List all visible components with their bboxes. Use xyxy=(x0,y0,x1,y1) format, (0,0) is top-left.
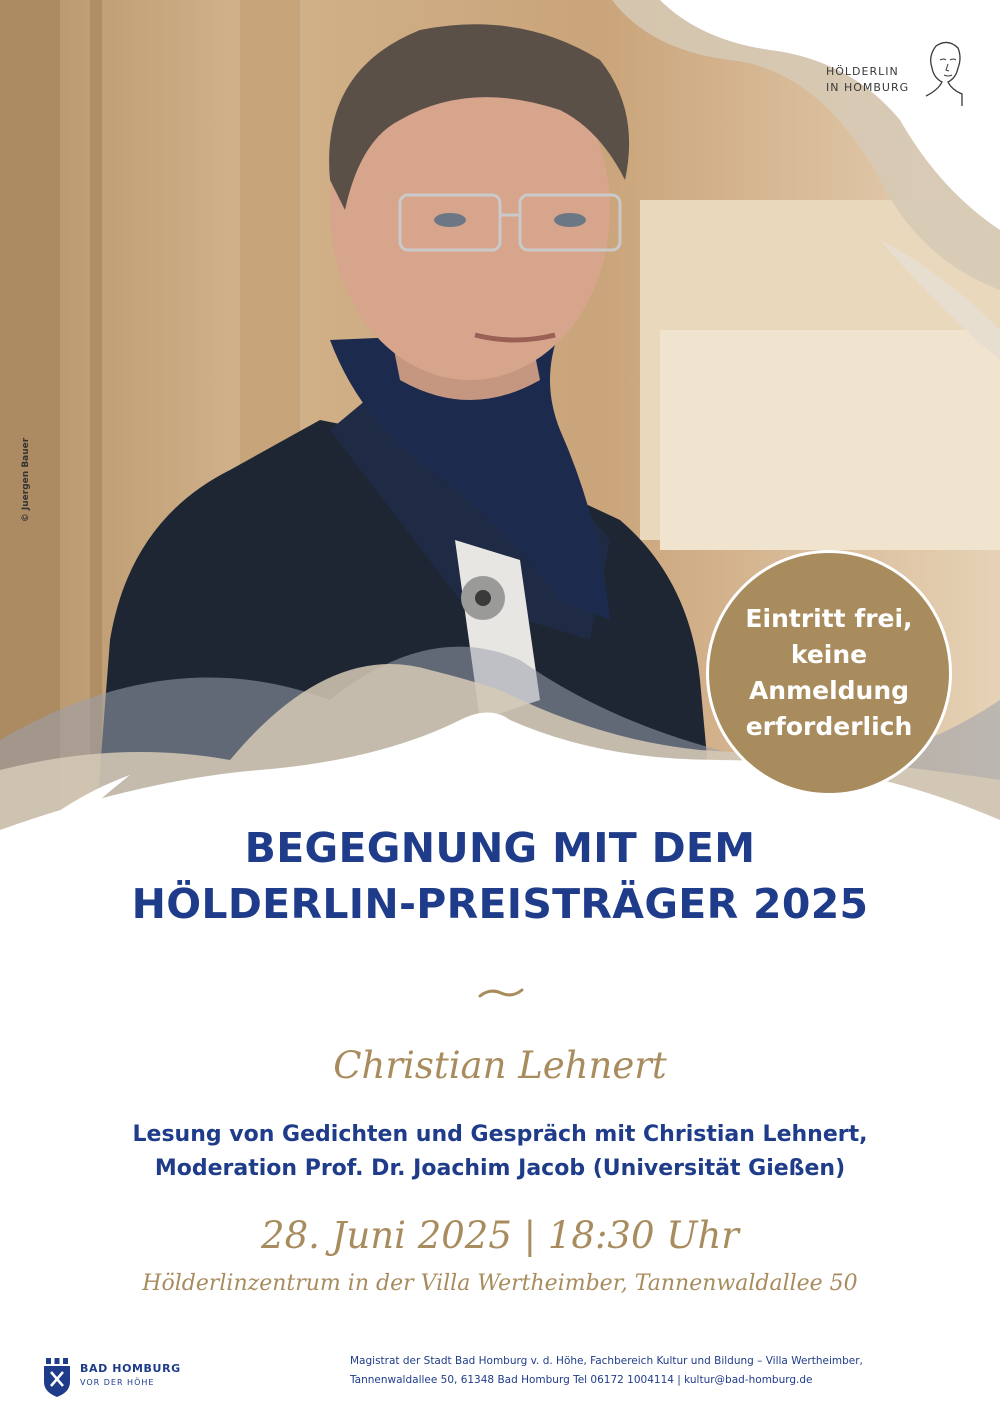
headline-line-1: BEGEGNUNG MIT DEM xyxy=(244,824,756,872)
city-crest-icon xyxy=(42,1356,72,1398)
logo-line-1: HÖLDERLIN xyxy=(826,65,899,78)
tilde-divider-icon xyxy=(478,986,524,1000)
headline xyxy=(0,820,1000,932)
event-description xyxy=(0,1118,1000,1186)
logo-line-2: IN HOMBURG xyxy=(826,81,910,94)
author-name: Christian Lehnert xyxy=(333,1044,667,1087)
footer-line-2: Tannenwaldallee 50, 61348 Bad Homburg Tel 06172 1004114 | kultur@bad-homburg.de xyxy=(350,1374,813,1386)
footer-address xyxy=(350,1352,970,1390)
description-line-2: Moderation Prof. Dr. Joachim Jacob (Universität Gießen) xyxy=(154,1156,846,1181)
bad-homburg-logo xyxy=(42,1356,222,1400)
description-line-1: Lesung von Gedichten und Gespräch mit Christian Lehnert, xyxy=(132,1122,868,1147)
footer-line-1: Magistrat der Stadt Bad Homburg v. d. Höhe, Fachbereich Kultur und Bildung – Villa Wertheimber, xyxy=(350,1355,863,1367)
hoelderlin-portrait-icon xyxy=(918,38,968,108)
event-venue: Hölderlinzentrum in der Villa Wertheimber, Tannenwaldallee 50 xyxy=(142,1271,858,1296)
hoelderlin-logo xyxy=(820,38,970,113)
city-logo-line-1: BAD HOMBURG xyxy=(80,1362,181,1375)
event-datetime: 28. Juni 2025 | 18:30 Uhr xyxy=(261,1214,739,1257)
headline-line-2: HÖLDERLIN-PREISTRÄGER 2025 xyxy=(131,880,869,928)
admission-badge xyxy=(706,550,952,796)
badge-text: Eintritt frei, keine Anmeldung erforderlich xyxy=(745,604,913,741)
photo-credit: © Juergen Bauer xyxy=(21,437,31,523)
city-logo-line-2: VOR DER HÖHE xyxy=(80,1378,155,1387)
